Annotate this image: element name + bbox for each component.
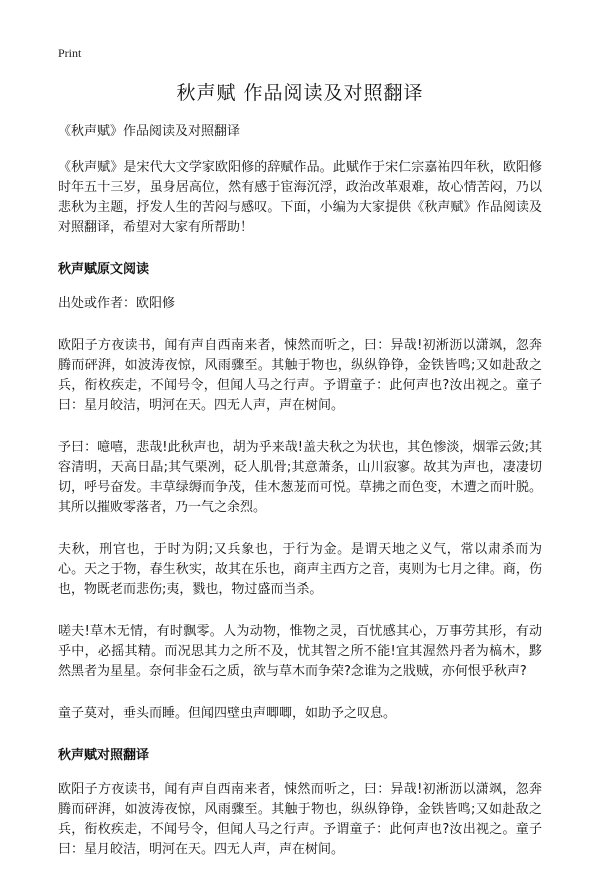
original-paragraph-4: 嗟夫!草木无情，有时飘零。人为动物，惟物之灵，百忧感其心，万事劳其形，有动乎中，必摇其精。而况思其力之所不及，忧其智之所不能!宜其渥然丹者为槁木，黟然黑者为星星。奈何非金石之质，欲与草木而争荣?念谁为之戕贼，亦何恨乎秋声? <box>58 624 542 679</box>
article-subtitle: 《秋声赋》作品阅读及对照翻译 <box>58 124 241 139</box>
original-paragraph-1: 欧阳子方夜读书，闻有声自西南来者，悚然而听之，曰：异哉!初淅沥以潇飒，忽奔腾而砰湃，如波涛夜惊，风雨骤至。其触于物也，纵纵铮铮，金铁皆鸣;又如赴敌之兵，衔枚疾走，不闻号令，但闻人马之行声。予谓童子：此何声也?汝出视之。童子曰：星月皎洁，明河在天。四无人声，声在树间。 <box>58 338 542 413</box>
article-body <box>58 122 542 882</box>
original-paragraph-3: 夫秋，刑官也，于时为阴;又兵象也，于行为金。是谓天地之义气，常以肃杀而为心。天之于物，春生秋实，故其在乐也，商声主西方之音，夷则为七月之律。商，伤也，物既老而悲伤;夷，戮也，物过盛而当杀。 <box>58 542 542 597</box>
translation-paragraph-1: 欧阳子方夜读书，闻有声自西南来者，悚然而听之，曰：异哉!初淅沥以潇飒，忽奔腾而砰湃，如波涛夜惊，风雨骤至。其触于物也，纵纵铮铮，金铁皆鸣;又如赴敌之兵，衔枚疾走，不闻号令，但闻人马之行声。予谓童子：此何声也?汝出视之。童子曰：星月皎洁，明河在天。四无人声，声在树间。 <box>58 782 542 857</box>
print-link[interactable]: Print <box>58 46 82 60</box>
original-paragraph-2: 予曰：噫嘻，悲哉!此秋声也，胡为乎来哉!盖夫秋之为状也，其色惨淡，烟霏云敛;其容清明，天高日晶;其气栗冽，砭人肌骨;其意萧条，山川寂寥。故其为声也，凄凄切切，呼号奋发。丰草绿缛而争茂，佳木葱茏而可悦。草拂之而色变，木遭之而叶脱。其所以摧败零落者，乃一气之余烈。 <box>58 440 542 515</box>
page-title: 秋声赋 作品阅读及对照翻译 <box>176 82 424 104</box>
original-paragraph-5: 童子莫对，垂头而睡。但闻四壁虫声唧唧，如助予之叹息。 <box>58 706 397 721</box>
section-heading-translation: 秋声赋对照翻译 <box>58 748 150 763</box>
section-heading-original: 秋声赋原文阅读 <box>58 262 150 277</box>
intro-paragraph: 《秋声赋》是宋代大文学家欧阳修的辞赋作品。此赋作于宋仁宗嘉祐四年秋，欧阳修时年五十三岁，虽身居高位，然有感于宦海沉浮，政治改革艰难，故心情苦闷，乃以悲秋为主题，抒发人生的苦闷与感叹。下面，小编为大家提供《秋声赋》作品阅读及对照翻译，希望对大家有所帮助！ <box>58 160 542 235</box>
author-line: 出处或作者：欧阳修 <box>58 296 176 311</box>
